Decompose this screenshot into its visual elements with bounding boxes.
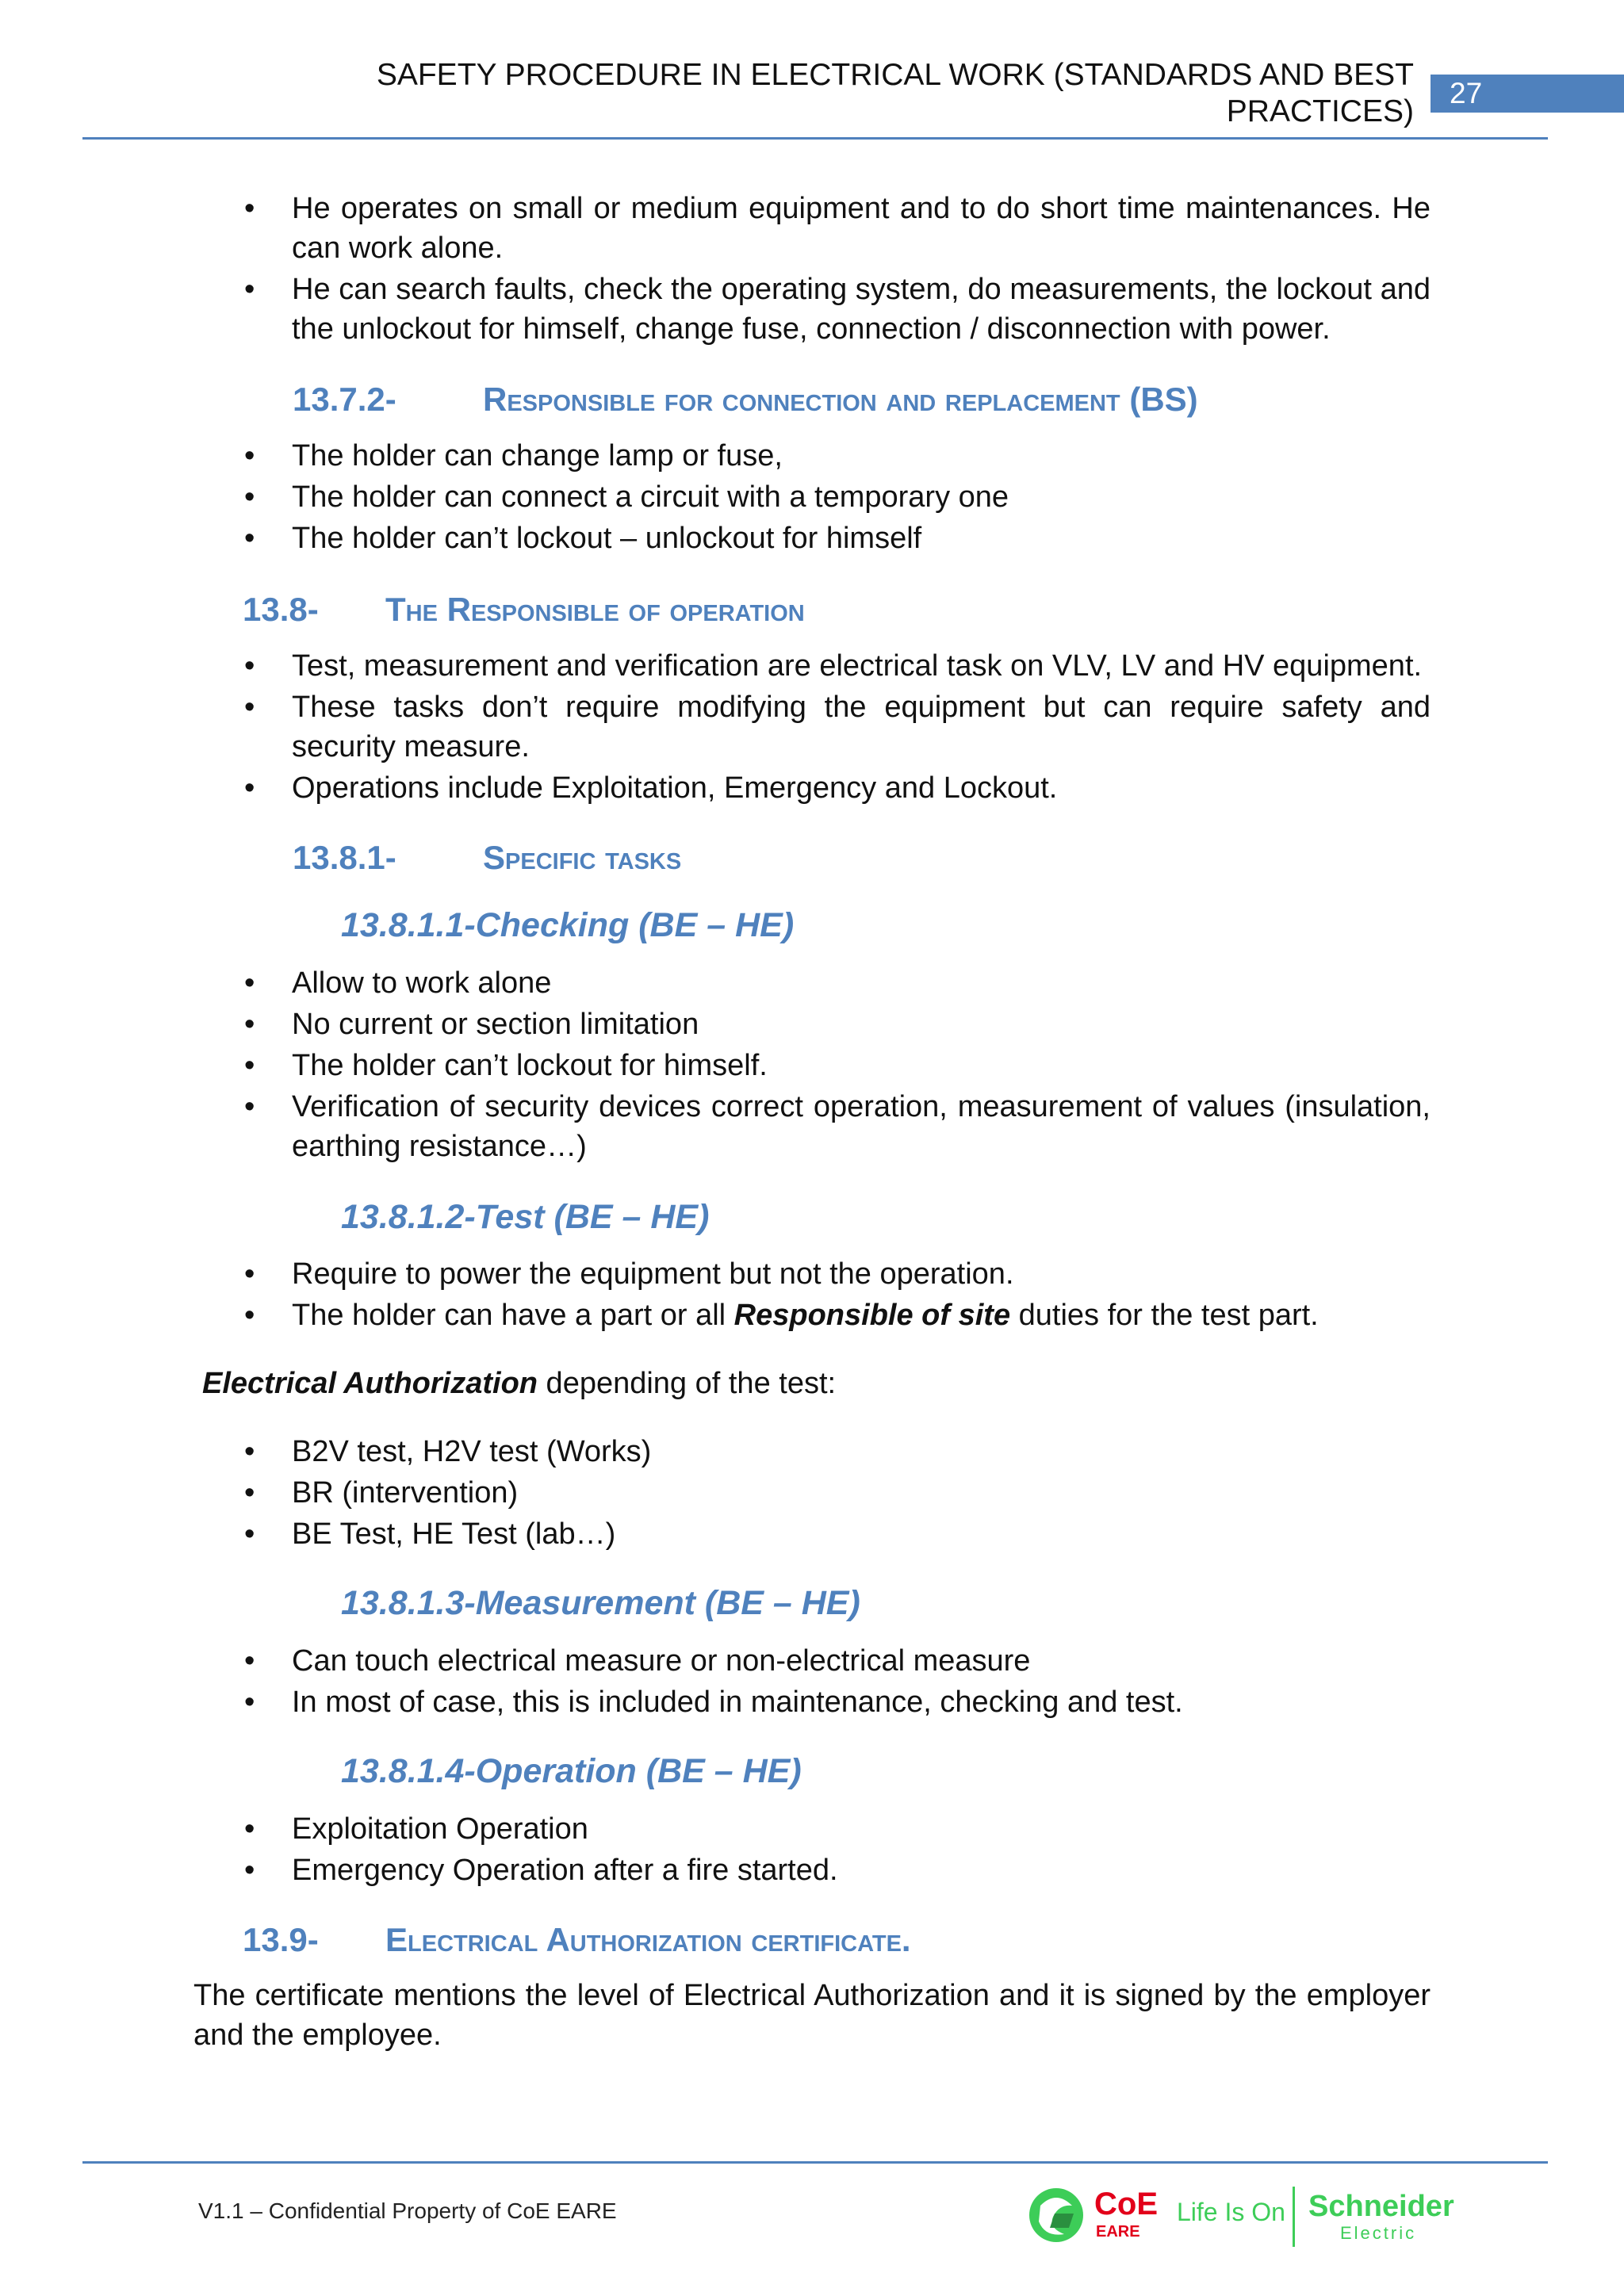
list-item: • The holder can connect a circuit with a temporary one [244, 480, 1009, 514]
list-item: • The holder can’t lockout – unlockout for himself [244, 522, 922, 555]
list-item: • B2V test, H2V test (Works) [244, 1435, 652, 1468]
document-title-line2: PRACTICES) [1226, 94, 1414, 128]
section-heading-13-8-1-1: 13.8.1.1-Checking (BE – HE) [341, 906, 795, 944]
header-divider [82, 137, 1548, 140]
list-item: • He can search faults, check the operating system, do measurements, the lockout and the unlockout for himself, change fuse, connection / disconnection with power. [244, 273, 1431, 346]
list-item: • BR (intervention) [244, 1476, 519, 1510]
list-item: • Can touch electrical measure or non-electrical measure [244, 1644, 1031, 1678]
logo-divider [1293, 2187, 1295, 2247]
footer-divider [82, 2161, 1548, 2164]
section-heading-13-8-1-4: 13.8.1.4-Operation (BE – HE) [341, 1752, 802, 1790]
section-13-8-1-1-list [0, 963, 1624, 1168]
list-item: • The holder can have a part or all Responsible of site duties for the test part. [244, 1299, 1319, 1332]
list-item: • Operations include Exploitation, Emergency and Lockout. [244, 771, 1058, 805]
section-heading-13-8-1-3: 13.8.1.3-Measurement (BE – HE) [341, 1584, 860, 1622]
electric-wordmark: Electric [1340, 2223, 1417, 2243]
section-heading-13-8: 13.8- The Responsible of operation [243, 591, 805, 628]
list-item: • Emergency Operation after a fire started. [244, 1854, 838, 1887]
section-13-7-2-list [0, 436, 1624, 560]
list-item: • No current or section limitation [244, 1008, 699, 1041]
coe-wordmark: CoE [1094, 2187, 1158, 2221]
list-item: • Allow to work alone [244, 966, 552, 1000]
page-number-badge: 27 [1431, 75, 1624, 113]
list-item: • Exploitation Operation [244, 1812, 588, 1846]
footer-confidential-text: V1.1 – Confidential Property of CoE EARE [198, 2198, 617, 2223]
footer-logos [1023, 2182, 1467, 2253]
life-is-on-tagline: Life Is On [1177, 2198, 1285, 2226]
eare-wordmark: EARE [1096, 2223, 1140, 2241]
list-item: • Verification of security devices correct operation, measurement of values (insulation, earthing resistance…) [244, 1090, 1431, 1163]
list-item: • Test, measurement and verification are electrical task on VLV, LV and HV equipment. [244, 649, 1423, 683]
section-13-8-1-3-list [0, 1641, 1624, 1724]
section-13-8-1-4-list [0, 1809, 1624, 1892]
section-13-8-1-2-list [0, 1254, 1624, 1337]
list-item: • Require to power the equipment but not the operation. [244, 1257, 1014, 1291]
list-item: • The holder can’t lockout for himself. [244, 1049, 768, 1082]
list-item: • These tasks don’t require modifying the equipment but can require safety and security measure. [244, 691, 1431, 763]
document-title [224, 57, 1414, 130]
authorization-note: Electrical Authorization depending of the test: [202, 1367, 837, 1400]
authorization-list [0, 1432, 1624, 1556]
section-heading-13-8-1: 13.8.1- Specific tasks [293, 839, 682, 876]
intro-bullet-list [0, 189, 1624, 350]
section-heading-13-8-1-2: 13.8.1.2-Test (BE – HE) [341, 1198, 710, 1236]
section-heading-13-9: 13.9- Electrical Authorization certificate. [243, 1921, 911, 1958]
section-13-8-list [0, 646, 1624, 809]
section-heading-13-7-2: 13.7.2- Responsible for connection and replacement (BS) [293, 381, 1198, 418]
document-title-line1: SAFETY PROCEDURE IN ELECTRICAL WORK (STANDARDS AND BEST [376, 58, 1414, 92]
certificate-paragraph: The certificate mentions the level of Electrical Authorization and it is signed by the employer and the employee. [193, 1979, 1431, 2052]
schneider-wordmark: Schneider [1308, 2190, 1454, 2223]
list-item: • In most of case, this is included in maintenance, checking and test. [244, 1686, 1183, 1719]
list-item: • The holder can change lamp or fuse, [244, 439, 783, 473]
list-item: • BE Test, HE Test (lab…) [244, 1517, 616, 1551]
list-item: • He operates on small or medium equipment and to do short time maintenances. He can work alone. [244, 192, 1431, 265]
